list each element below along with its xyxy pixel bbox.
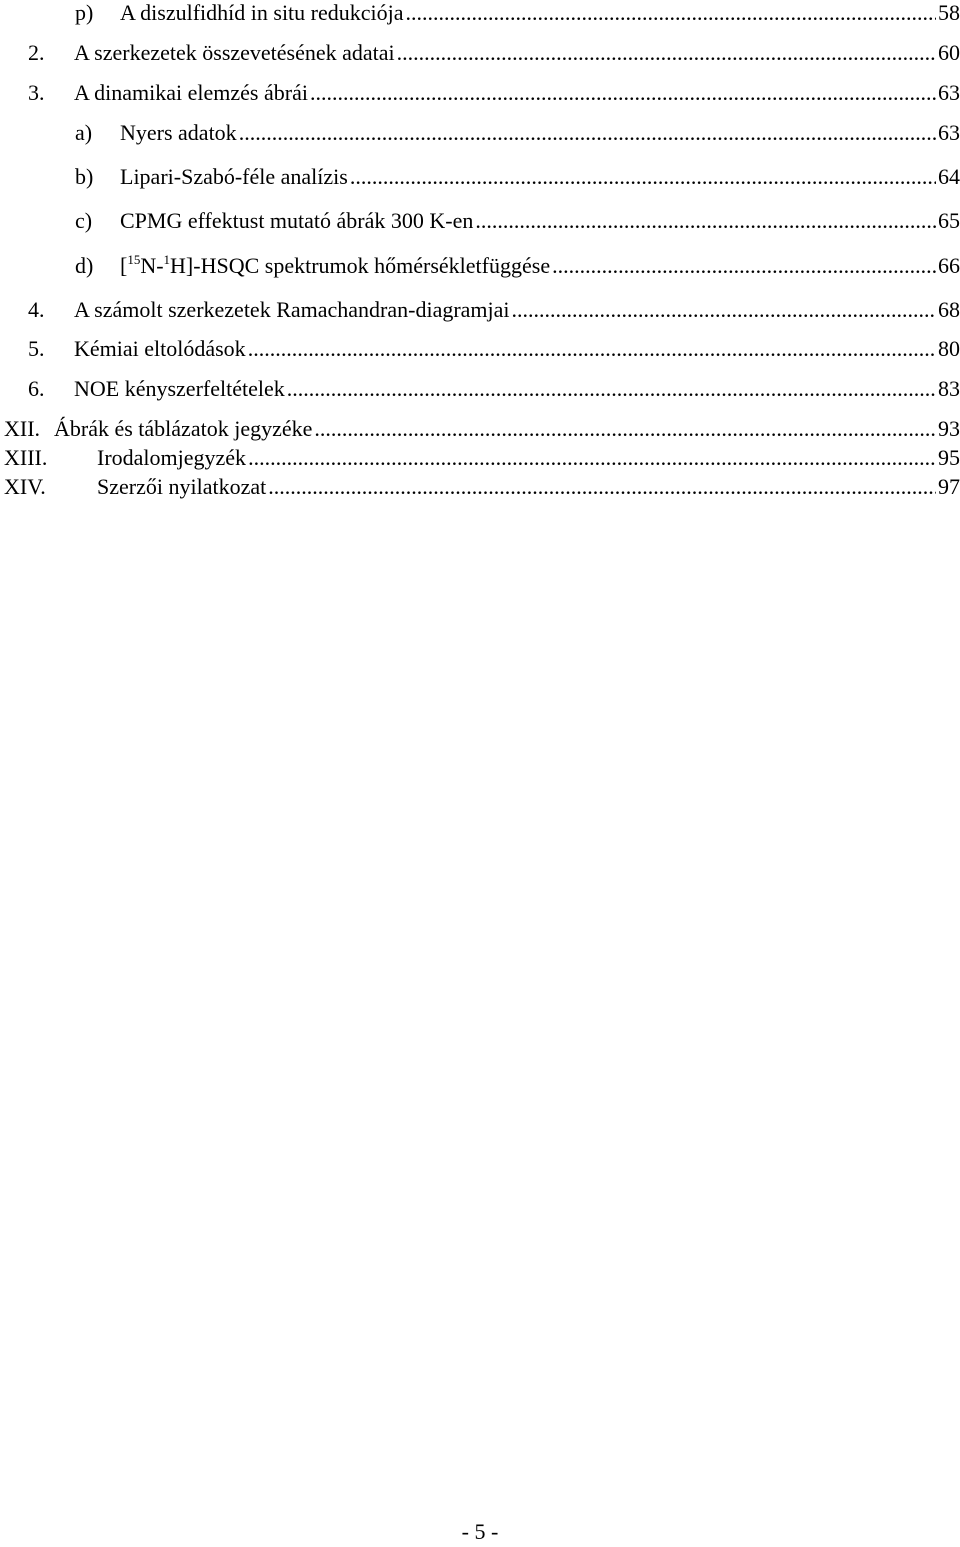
toc-entry-page: 83 bbox=[938, 376, 960, 401]
toc-entry-number: XIII. bbox=[4, 445, 48, 470]
dot-leader bbox=[248, 334, 936, 364]
toc-entry-page: 66 bbox=[938, 253, 960, 278]
toc-entry[interactable] bbox=[0, 162, 960, 192]
toc-entry-title: A számolt szerkezetek Ramachandran-diagramjai bbox=[74, 297, 510, 322]
toc-entry[interactable] bbox=[0, 374, 960, 404]
dot-leader bbox=[268, 472, 936, 502]
toc-entry-number: 5. bbox=[28, 336, 45, 361]
dot-leader bbox=[512, 295, 936, 325]
toc-entry-title: A szerkezetek összevetésének adatai bbox=[74, 40, 395, 65]
toc-entry-title: Irodalomjegyzék bbox=[97, 445, 247, 470]
toc-entry-title: Nyers adatok bbox=[120, 120, 237, 145]
toc-entry-title: NOE kényszerfeltételek bbox=[74, 376, 285, 401]
toc-entry-number: 6. bbox=[28, 376, 45, 401]
toc-entry-page: 64 bbox=[938, 164, 960, 189]
dot-leader bbox=[397, 38, 936, 68]
toc-entry-title: Lipari-Szabó-féle analízis bbox=[120, 164, 348, 189]
toc-entry[interactable] bbox=[0, 295, 960, 325]
toc-entry-number: 2. bbox=[28, 40, 45, 65]
dot-leader bbox=[248, 443, 936, 473]
toc-entry[interactable] bbox=[0, 334, 960, 364]
toc-entry-page: 65 bbox=[938, 208, 960, 233]
toc-entry-number: XIV. bbox=[4, 474, 46, 499]
toc-entry-page: 97 bbox=[938, 474, 960, 499]
isotope-superscript: 15 bbox=[127, 252, 141, 267]
dot-leader bbox=[406, 0, 936, 28]
dot-leader bbox=[310, 78, 936, 108]
toc-entry-title-part: [ bbox=[120, 253, 128, 278]
toc-entry[interactable] bbox=[0, 251, 960, 281]
toc-entry-page: 93 bbox=[938, 416, 960, 441]
toc-entry-page: 60 bbox=[938, 40, 960, 65]
toc-entry-page: 95 bbox=[938, 445, 960, 470]
toc-entry[interactable] bbox=[0, 0, 960, 28]
toc-entry-number: a) bbox=[75, 120, 93, 145]
toc-entry-page: 68 bbox=[938, 297, 960, 322]
toc-entry-number: c) bbox=[75, 208, 93, 233]
dot-leader bbox=[552, 251, 936, 281]
toc-entry-page: 58 bbox=[938, 0, 960, 25]
toc-entry[interactable] bbox=[0, 443, 960, 473]
toc-entry-number: 4. bbox=[28, 297, 45, 322]
toc-entry-number: XII. bbox=[4, 416, 41, 441]
toc-entry-number: 3. bbox=[28, 80, 45, 105]
toc-entry-title bbox=[120, 251, 550, 281]
toc-entry-page: 80 bbox=[938, 336, 960, 361]
isotope-superscript: 1 bbox=[163, 252, 171, 267]
toc-entry-page: 63 bbox=[938, 120, 960, 145]
toc-entry[interactable] bbox=[0, 206, 960, 236]
page-number: - 5 - bbox=[461, 1519, 499, 1544]
toc-entry-title: CPMG effektust mutató ábrák 300 K-en bbox=[120, 208, 474, 233]
dot-leader bbox=[239, 118, 936, 148]
toc-entry-title-part: H]-HSQC spektrumok hőmérsékletfüggése bbox=[170, 253, 551, 278]
toc-entry[interactable] bbox=[0, 78, 960, 108]
toc-entry-number: p) bbox=[75, 0, 94, 25]
toc-entry-number: d) bbox=[75, 253, 94, 278]
toc-entry[interactable] bbox=[0, 118, 960, 148]
toc-entry[interactable] bbox=[0, 414, 960, 444]
dot-leader bbox=[287, 374, 936, 404]
toc-entry-title: Ábrák és táblázatok jegyzéke bbox=[54, 416, 313, 441]
toc-entry-title: A diszulfidhíd in situ redukciója bbox=[120, 0, 404, 25]
toc-entry-title: Szerzői nyilatkozat bbox=[97, 474, 267, 499]
dot-leader bbox=[475, 206, 936, 236]
dot-leader bbox=[350, 162, 936, 192]
toc-entry-page: 63 bbox=[938, 80, 960, 105]
toc-entry-title-part: N- bbox=[140, 253, 164, 278]
toc-entry-number: b) bbox=[75, 164, 94, 189]
toc-entry[interactable] bbox=[0, 472, 960, 502]
dot-leader bbox=[314, 414, 936, 444]
toc-entry-title: Kémiai eltolódások bbox=[74, 336, 246, 361]
toc-entry[interactable] bbox=[0, 38, 960, 68]
toc-entry-title: A dinamikai elemzés ábrái bbox=[74, 80, 308, 105]
